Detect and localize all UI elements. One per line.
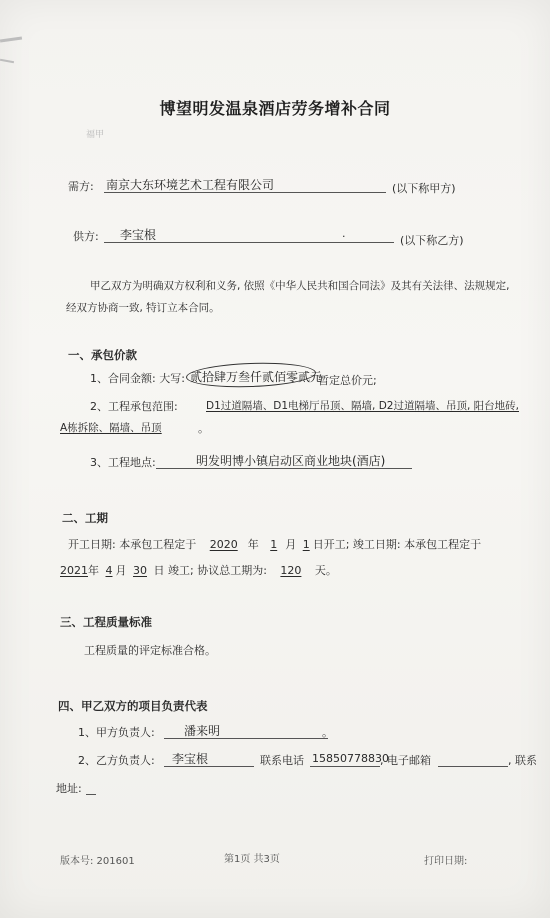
end-year: 2021: [60, 564, 88, 577]
phone-value: 15850778830: [312, 752, 389, 765]
end-year-char: 年: [88, 564, 99, 577]
total-days: 120: [280, 564, 302, 577]
email-label: , 电子邮箱: [380, 754, 431, 767]
contract-title: 博望明发温泉酒店劳务增补合同: [159, 99, 391, 118]
end-day: 30: [133, 564, 147, 577]
preamble-line-2: 经双方协商一致, 特订立本合同。: [66, 302, 220, 314]
scope-line-2: A栋拆除、隔墙、吊顶: [60, 422, 162, 434]
party-b-label: 供方:: [73, 230, 99, 243]
start-date-text: 开工日期: 本承包工程定于: [68, 538, 197, 551]
page-indicator: 第1页 共3页: [224, 854, 280, 865]
start-month: 1: [270, 538, 278, 551]
party-b-suffix: (以下称乙方): [400, 234, 464, 247]
contract-amount-suffix: 暂定总价元;: [318, 374, 377, 387]
start-end-text: 日开工; 竣工日期: 本承包工程定于: [312, 538, 482, 551]
site-underline: [156, 468, 412, 469]
address-label: 地址:: [56, 782, 82, 795]
party-a-rep-label: 1、甲方负责人:: [78, 726, 155, 739]
staple-mark-bottom: [0, 59, 14, 63]
phone-underline: [310, 766, 380, 767]
email-underline: [438, 766, 508, 767]
party-b-rep-label: 2、乙方负责人:: [78, 754, 155, 767]
party-a-name: 南京大东环境艺术工程有限公司: [106, 178, 275, 192]
days-char: 天。: [314, 564, 337, 577]
phone-label: 联系电话: [260, 754, 304, 767]
party-b-underline: [104, 242, 394, 243]
party-a-rep-underline: [164, 738, 328, 739]
contract-amount-value: 贰拾肆万叁仟贰佰零贰元: [190, 370, 323, 384]
contract-amount-label: 1、合同金额: 大写:: [90, 372, 185, 385]
party-b-rep-name: 李宝根: [172, 752, 209, 766]
start-day: 1: [302, 538, 310, 551]
section-2-heading: 二、工期: [62, 511, 108, 525]
print-date-label: 打印日期:: [424, 856, 468, 867]
site-value: 明发明博小镇启动区商业地块(酒店): [196, 454, 386, 468]
section-3-heading: 三、工程质量标准: [60, 615, 152, 629]
party-a-rep-end: 。: [322, 726, 333, 739]
contact-suffix: , 联系: [508, 754, 537, 767]
month-char: 月: [285, 538, 297, 551]
end-month-char: 月: [115, 564, 127, 577]
scope-label: 2、工程承包范围:: [90, 400, 178, 413]
faint-mark: 福甲: [86, 130, 105, 140]
section-1-heading: 一、承包价款: [68, 348, 137, 362]
quality-standard: 工程质量的评定标准合格。: [84, 644, 216, 657]
start-year: 2020: [209, 538, 238, 551]
section-4-heading: 四、甲乙双方的项目负责代表: [58, 699, 208, 713]
version-number: 版本号: 201601: [60, 856, 135, 867]
end-month: 4: [105, 564, 113, 577]
party-a-suffix: (以下称甲方): [392, 182, 456, 195]
end-date-text: 日 竣工; 协议总工期为:: [153, 564, 267, 577]
party-a-rep-name: 潘来明: [184, 724, 221, 738]
party-a-underline: [104, 192, 386, 193]
staple-mark-top: [0, 36, 22, 42]
scope-end: 。: [198, 422, 209, 435]
party-b-name: 李宝根: [120, 228, 157, 242]
preamble-line-1: 甲乙双方为明确双方权利和义务, 依照《中华人民共和国合同法》及其有关法律、法规规定,: [90, 280, 510, 292]
party-b-dot: ·: [342, 230, 346, 243]
scope-line-1: D1过道隔墙、D1电梯厅吊顶、隔墙, D2过道隔墙、吊顶, 阳台地砖,: [206, 400, 519, 412]
site-label: 3、工程地点:: [90, 456, 156, 469]
end-date-line: [60, 562, 337, 578]
year-char: 年: [247, 538, 259, 551]
party-b-rep-underline: [164, 766, 254, 767]
address-underline: [86, 794, 96, 795]
party-a-label: 需方:: [68, 180, 94, 193]
start-date-line: [68, 536, 481, 552]
